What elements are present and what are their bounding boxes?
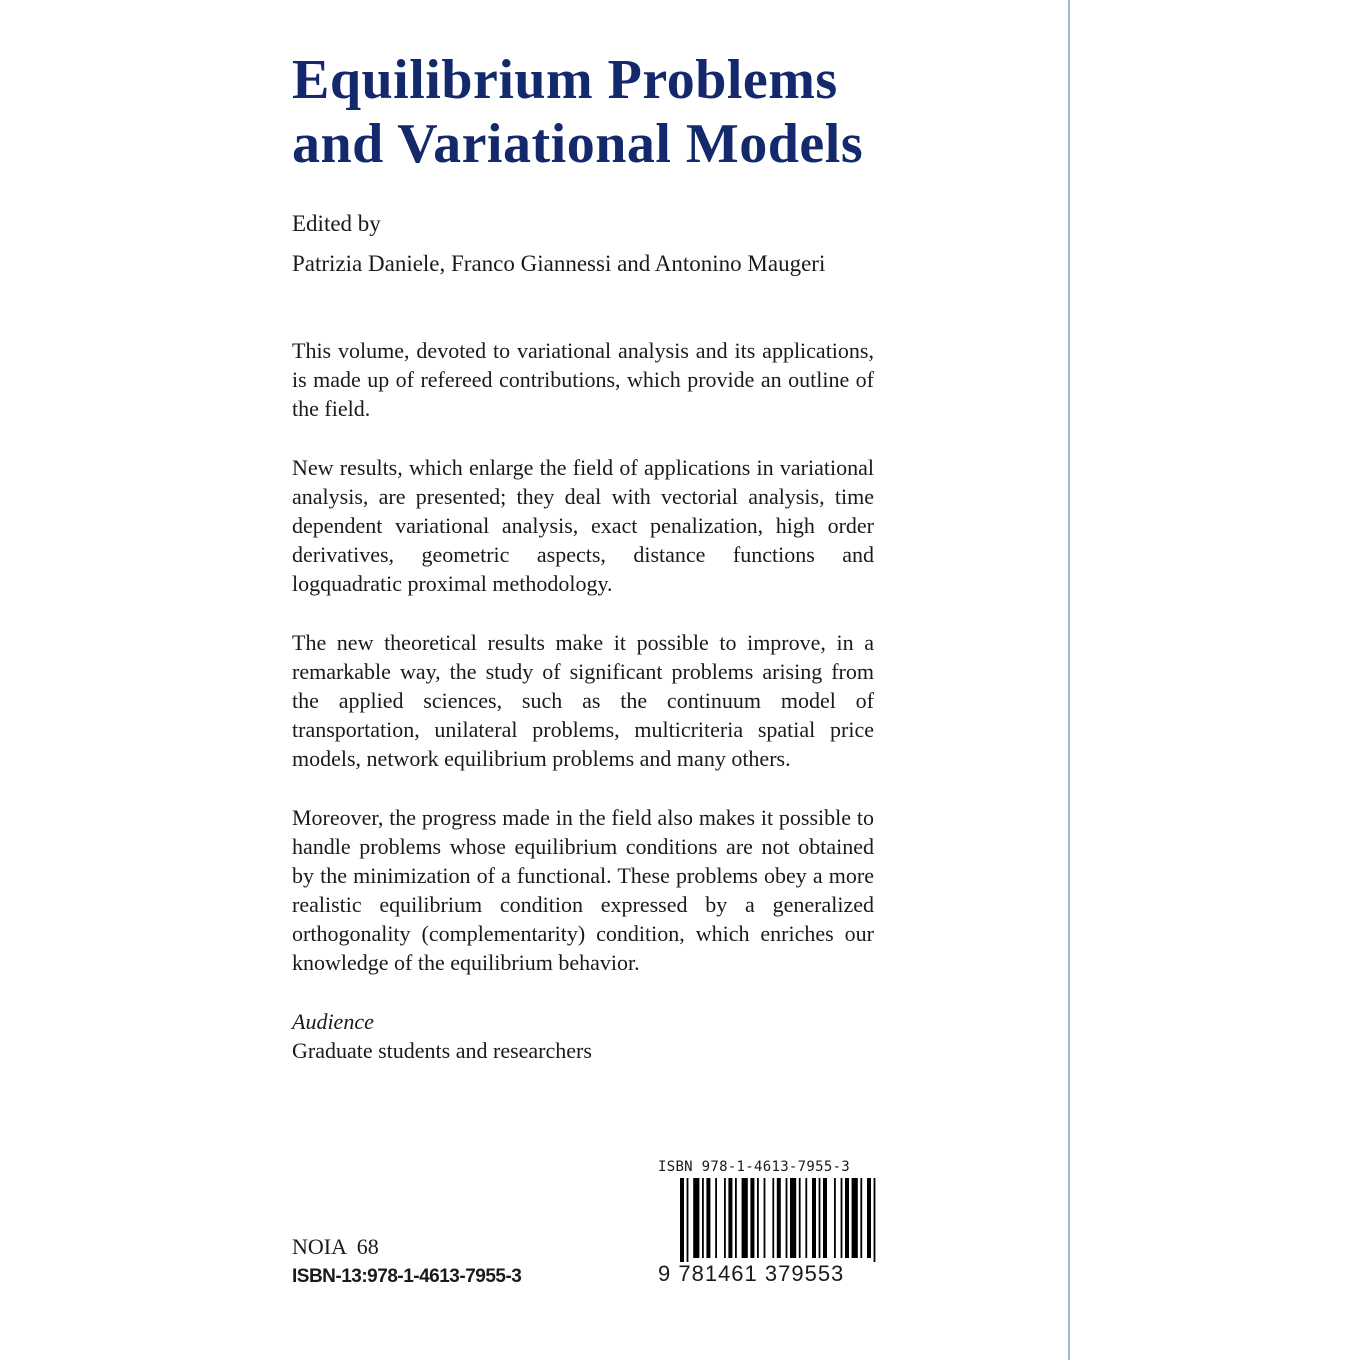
- barcode-bar: [874, 1178, 876, 1262]
- barcode-bar: [819, 1178, 821, 1258]
- barcode-bar: [687, 1178, 689, 1262]
- barcode-bar: [742, 1178, 748, 1258]
- blurb-paragraph-3: The new theoretical results make it possible to improve, in a remarkable way, the study of significant problems arising from the applied sciences, such as the continuum model of transportation, unilateral problems, multicriteria spatial price models, network equilibrium problems and many others.: [292, 630, 874, 771]
- barcode-bar: [735, 1178, 737, 1258]
- audience-text: Graduate students and researchers: [292, 1038, 592, 1063]
- barcode-bar: [790, 1178, 796, 1258]
- barcode-bar: [860, 1178, 862, 1258]
- title-line-2: and Variational Models: [292, 113, 864, 175]
- barcode-bar: [777, 1178, 781, 1258]
- barcode-bar: [867, 1178, 871, 1258]
- barcode-bar: [715, 1178, 717, 1258]
- barcode-bar: [786, 1178, 788, 1258]
- barcode-bars: [680, 1178, 878, 1262]
- barcode-bar: [852, 1178, 858, 1258]
- barcode-bar: [841, 1178, 843, 1258]
- barcode-bar: [757, 1178, 759, 1258]
- barcode-bar: [799, 1178, 801, 1258]
- isbn-13-text: ISBN-13:978-1-4613-7955-3: [292, 1266, 522, 1287]
- barcode-bar: [724, 1178, 726, 1258]
- barcode-bar: [750, 1178, 754, 1258]
- blurb-paragraph-1: This volume, devoted to variational analysis and its applications, is made up of refereed contributions, which provide an outline of the field.: [292, 338, 874, 421]
- barcode-bar: [764, 1178, 766, 1258]
- editors-names: Patrizia Daniele, Franco Giannessi and Antonino Maugeri: [292, 251, 826, 276]
- barcode-bar: [706, 1178, 710, 1258]
- barcode-bar: [834, 1178, 836, 1258]
- book-title: [292, 48, 874, 176]
- barcode: [658, 1158, 880, 1288]
- barcode-digits: 9 781461 379553: [658, 1261, 845, 1286]
- barcode-bar: [772, 1178, 774, 1258]
- title-line-1: Equilibrium Problems: [292, 49, 838, 111]
- title-block: [292, 48, 874, 176]
- barcode-bar: [805, 1178, 807, 1258]
- audience-label: Audience: [292, 1009, 374, 1034]
- barcode-bar: [693, 1178, 699, 1258]
- barcode-isbn-label: ISBN 978-1-4613-7955-3: [658, 1159, 851, 1175]
- barcode-bar: [680, 1178, 684, 1262]
- barcode-bar: [702, 1178, 704, 1258]
- blurb: [292, 336, 874, 1065]
- series-number: NOIA 68: [292, 1234, 379, 1259]
- blurb-paragraph-4: Moreover, the progress made in the field also makes it possible to handle problems whose equilibrium conditions are not obtained by the minimization of a functional. These problems obey a more realistic equilibrium condition expressed by a generalized orthogonality (complementarity) condition, which enriches our knowledge of the equilibrium behavior.: [292, 805, 874, 975]
- barcode-bar: [812, 1178, 816, 1258]
- blurb-paragraph-2: New results, which enlarge the field of applications in variational analysis, are presented; they deal with vectorial analysis, time dependent variational analysis, exact penalization, high order derivatives, geometric aspects, distance functions and logquadratic proximal methodology.: [292, 455, 874, 596]
- barcode-bar: [728, 1178, 732, 1258]
- barcode-bar: [823, 1178, 827, 1258]
- edited-by-label: Edited by: [292, 211, 381, 236]
- barcode-bar: [845, 1178, 849, 1258]
- spine-edge-line: [1068, 0, 1070, 1360]
